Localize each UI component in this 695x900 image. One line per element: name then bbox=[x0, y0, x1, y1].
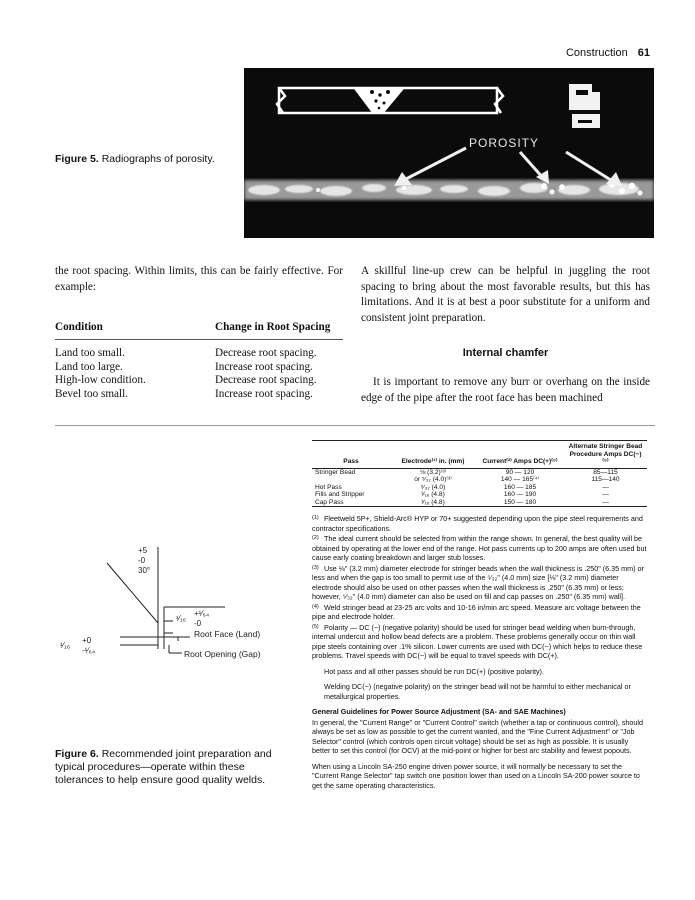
internal-chamfer-heading: Internal chamfer bbox=[462, 347, 549, 359]
cell-pass: Stringer Bead bbox=[315, 468, 356, 476]
note-mark: (5) bbox=[312, 623, 319, 630]
note-mark: (1) bbox=[312, 515, 319, 521]
note-para-1: Hot pass and all other passes should be run DC(+) (positive polarity). bbox=[324, 666, 544, 676]
table-row bbox=[55, 361, 343, 375]
figure5-caption bbox=[55, 153, 215, 165]
right-para2: It is important to remove any burr or overhang on the inside edge of the pipe after the root face has been machined bbox=[361, 376, 650, 404]
figure5-text: Radiographs of porosity. bbox=[101, 153, 215, 165]
right-para1: A skillful line-up crew can be helpful in juggling the root spacing to bring about the most favorable results, but this has limitations. And it is at best a poor substitute for a uniform and consistent joint preparation. bbox=[361, 265, 650, 324]
cell-pass: Hot Pass bbox=[315, 483, 342, 491]
figure6-caption bbox=[55, 748, 280, 787]
cell-pass: Fills and Stripper bbox=[315, 491, 365, 499]
porosity-radiograph bbox=[244, 68, 654, 238]
table-row bbox=[312, 484, 647, 492]
note-5 bbox=[312, 623, 647, 661]
figure6-text: Recommended joint preparation and typical procedures—operate within these tolerances to help ensure good quality welds. bbox=[55, 748, 272, 786]
cell-alternate: 85—115 bbox=[593, 468, 618, 476]
col-header-electrode: Electrode⁽¹⁾ in. (mm) bbox=[390, 441, 476, 469]
section-divider bbox=[55, 425, 655, 426]
section-title: Construction bbox=[565, 47, 628, 59]
note-2 bbox=[312, 534, 647, 563]
cell-pass bbox=[312, 476, 390, 484]
col-header-alternate: Alternate Stringer Bead Procedure Amps DC(−)⁽⁵⁾ bbox=[564, 441, 647, 469]
angle-value: 30° bbox=[138, 566, 151, 575]
page-number: 61 bbox=[637, 47, 650, 59]
cell-electrode: or ⁵⁄₃₂ (4.0)⁽³⁾ bbox=[414, 476, 452, 484]
col-header-change: Change in Root Spacing bbox=[215, 321, 343, 340]
running-header bbox=[566, 47, 650, 59]
cell-electrode: ⁵⁄₃₂ (4.0) bbox=[420, 483, 446, 491]
note-text: The ideal current should be selected from within the range shown. In general, the best quality will be obtained by operating at the lower end of the range. Hot pass currents up to 200 amps are often used but cause early coating breakdown and larger stub losses. bbox=[312, 534, 647, 562]
table-row bbox=[55, 374, 343, 388]
gap-plus: +0 bbox=[82, 636, 92, 645]
note-mark: (2) bbox=[312, 535, 319, 541]
note-1 bbox=[312, 514, 647, 533]
radiograph-image bbox=[244, 68, 654, 238]
angle-plus: +5 bbox=[138, 546, 148, 555]
note-text: Use ⅛" (3.2 mm) diameter electrode for stringer beads when the wall thickness is .250" (6.35 mm) or less and when the gap is too small to permit use of the ⁵⁄₃₂" (4.0 mm) size [⅛" (3.2 mm) diameter electrode should also be used on other passes when the wall thickness is .250" (6.35 mm) or less; however, ⁵⁄₃₂" (4.0 mm) diameter can also be used on fill and cap passes on .250" (6.35 mm) wall]. bbox=[312, 563, 644, 601]
land-nominal: ¹⁄₁₆ bbox=[176, 614, 186, 623]
table-row bbox=[312, 491, 647, 499]
joint-preparation-diagram bbox=[60, 545, 310, 660]
row-change: Decrease root spacing. bbox=[215, 374, 317, 386]
note-4 bbox=[312, 603, 647, 622]
cell-current: 140 — 165⁽⁴⁾ bbox=[500, 476, 540, 484]
note-para-2: Welding DC(−) (negative polarity) on the stringer bead will not be harmful to either mechanical or metallurgical properties. bbox=[324, 682, 631, 701]
land-minus: -0 bbox=[194, 619, 202, 628]
root-opening-label: Root Opening (Gap) bbox=[184, 649, 261, 659]
table-row bbox=[312, 468, 647, 476]
cell-alternate: — bbox=[602, 483, 609, 491]
row-change: Decrease root spacing. bbox=[215, 347, 317, 359]
note-text: Fleetweld 5P+, Shield-Arc® HYP or 70+ suggested depending upon the pipe steel requirements and contractor specifications. bbox=[312, 514, 643, 533]
porosity-label: POROSITY bbox=[469, 136, 540, 150]
figure6-label: Figure 6. bbox=[55, 748, 99, 760]
procedure-notes bbox=[312, 514, 647, 791]
cell-current: 160 — 190 bbox=[503, 491, 537, 499]
joint-diagram-svg bbox=[60, 545, 310, 660]
cell-current: 150 — 180 bbox=[503, 498, 537, 506]
cell-pass: Cap Pass bbox=[315, 498, 344, 506]
root-spacing-table bbox=[55, 321, 343, 401]
table-row bbox=[55, 347, 343, 361]
angle-minus: -0 bbox=[138, 556, 146, 565]
guidelines-para-2: When using a Lincoln SA-250 engine driven power source, it will normally be necessary to set the "Current Range Selector" tap switch one position lower than used on a Lincoln SA-200 power source to get the same operating characteristics. bbox=[312, 761, 640, 790]
row-condition: Land too large. bbox=[55, 360, 123, 373]
guidelines-title: General Guidelines for Power Source Adjustment (SA- and SAE Machines) bbox=[312, 707, 566, 716]
cell-electrode: ³⁄₁₆ (4.8) bbox=[421, 491, 445, 499]
cell-alternate: 115—140 bbox=[591, 476, 620, 484]
left-intro: the root spacing. Within limits, this can be fairly effective. For example: bbox=[55, 265, 343, 293]
note-text: Polarity — DC (−) (negative polarity) should be used for stringer bead welding when burn-through, internal undercut and hollow bead defects are a problem. These problems generally occur on thin wall pipe steels containing over .1% silicon. Lower currents are used with DC(−) which helps to reduce these problems. Travel speeds with DC(−) will be equal to travel speeds with DC(+). bbox=[312, 622, 643, 660]
row-change: Increase root spacing. bbox=[215, 387, 313, 400]
note-3 bbox=[312, 564, 647, 602]
row-condition: Bevel too small. bbox=[55, 387, 129, 400]
note-text: Weld stringer bead at 23-25 arc volts and 10-16 in/min arc speed. Measure arc voltage between the pipe and electrode holder. bbox=[312, 602, 641, 621]
row-condition: Land too small. bbox=[55, 347, 125, 359]
welding-procedure-table bbox=[312, 440, 647, 507]
table-row bbox=[55, 388, 343, 402]
root-face-label: Root Face (Land) bbox=[194, 629, 261, 639]
cell-current: 160 — 185 bbox=[503, 483, 537, 491]
guidelines-para-1: In general, the "Current Range" or "Current Control" switch (whether a tap or continuous control), should always be set as low as possible to get the current wanted, and the "Fine Current Adjustment" or "Job Selector" control (which controls open circuit voltage) should be set as high as possible. It is usually better to set this control (for OCV) at the mid-point or higher for best arc stability and fewest popouts. bbox=[312, 717, 644, 755]
cell-electrode: ⅛ (3.2)⁽³⁾ bbox=[419, 468, 447, 476]
col-header-current: Current⁽²⁾ Amps DC(+)⁽⁵⁾ bbox=[476, 441, 564, 469]
table-row bbox=[312, 499, 647, 507]
table-row bbox=[312, 476, 647, 484]
row-condition: High-low condition. bbox=[55, 374, 146, 386]
row-change: Increase root spacing. bbox=[215, 360, 313, 373]
col-header-condition: Condition bbox=[55, 321, 215, 340]
cell-electrode: ³⁄₁₆ (4.8) bbox=[421, 498, 445, 506]
note-mark: (4) bbox=[312, 603, 319, 610]
land-plus: +¹⁄₆₄ bbox=[194, 609, 210, 618]
gap-minus: -¹⁄₆₄ bbox=[82, 646, 96, 655]
cell-alternate: — bbox=[602, 491, 609, 499]
cell-current: 90 — 120 bbox=[505, 468, 535, 476]
gap-nominal: ¹⁄₁₆ bbox=[60, 641, 70, 650]
note-mark: (3) bbox=[312, 564, 319, 571]
cell-alternate: — bbox=[602, 498, 609, 506]
col-header-pass: Pass bbox=[312, 441, 390, 469]
figure5-label: Figure 5. bbox=[55, 153, 99, 165]
